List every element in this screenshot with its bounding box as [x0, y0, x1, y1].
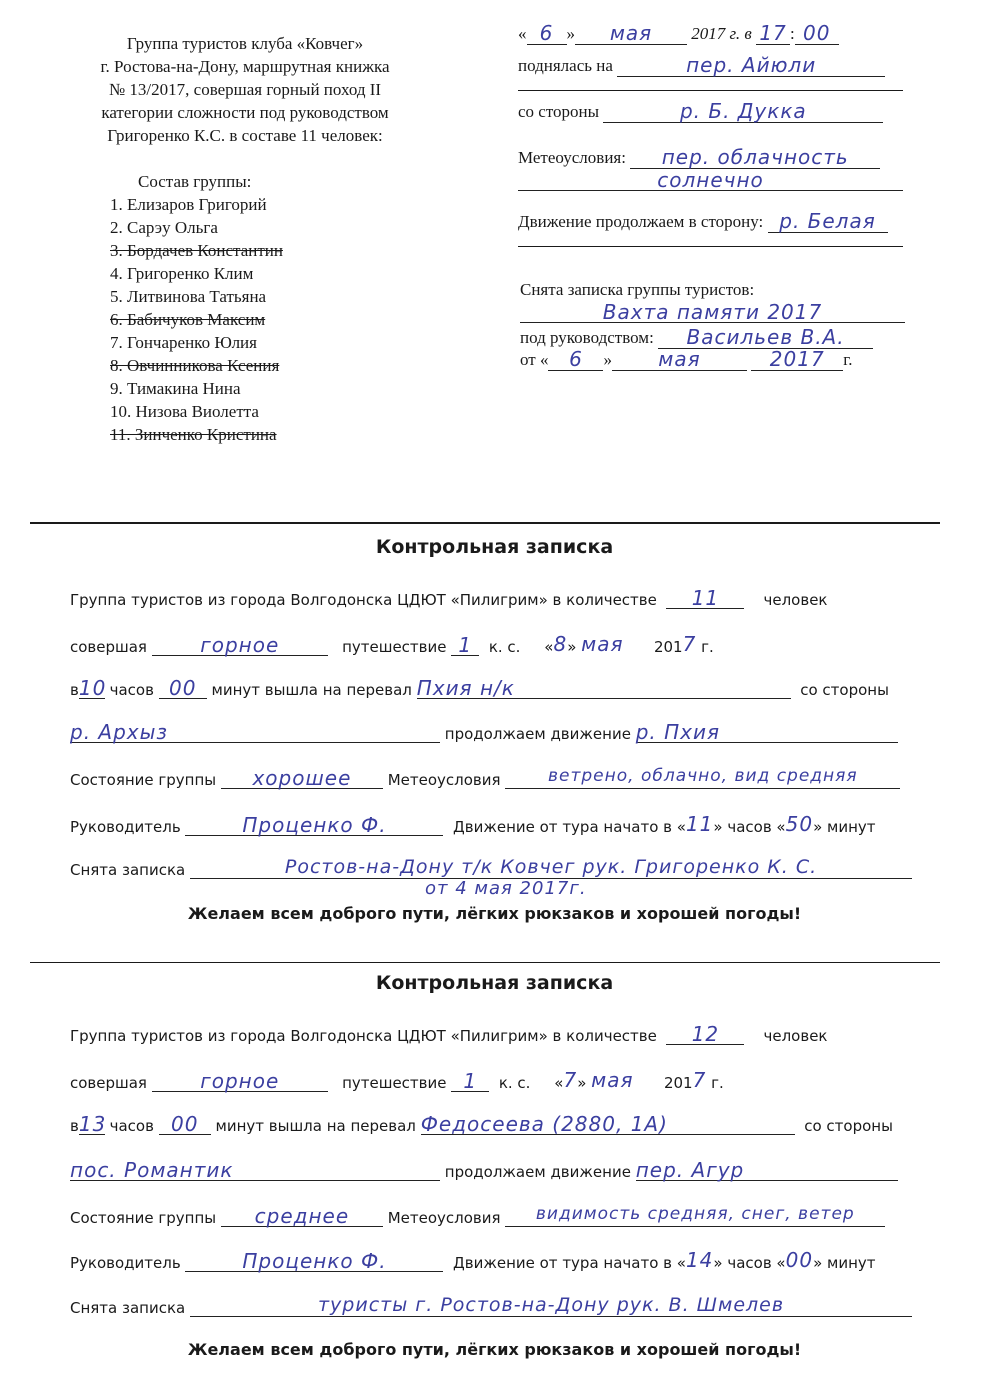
category-field: 1	[451, 633, 479, 656]
quote-open: «	[518, 24, 527, 43]
month-field: мая	[581, 632, 624, 656]
minutes-label: » минут	[813, 818, 876, 836]
leader-field: Васильев В.А.	[658, 326, 873, 349]
continue-label: продолжаем движение	[444, 725, 631, 743]
leader-field: Проценко Ф.	[185, 1249, 443, 1272]
note2-line7	[70, 1294, 912, 1322]
pass-field: Федосеева (2880, 1А)	[421, 1112, 795, 1135]
list-item: 1. Елизаров Григорий	[110, 195, 267, 214]
time-sep: :	[790, 24, 795, 43]
weather-field-2: солнечно	[518, 168, 903, 191]
note1-line2	[70, 632, 714, 660]
day-field: 6	[527, 22, 567, 45]
quote-close: »	[567, 638, 577, 656]
removed-field-2: от 4 мая 2017г.	[425, 878, 587, 899]
group-header	[50, 32, 440, 147]
category-unit: к. с.	[488, 638, 521, 656]
weather-field: видимость средняя, снег, ветер	[505, 1204, 885, 1227]
trip-label: совершая	[70, 638, 147, 656]
side-label: со стороны	[804, 1117, 893, 1135]
header-line: категории сложности под руководством	[101, 103, 389, 122]
members-title: Состав группы:	[138, 172, 252, 191]
hours-label: » часов «	[713, 1254, 786, 1272]
list-item: 11. Зинченко Кристина	[110, 425, 277, 444]
continue-label: продолжаем движение	[444, 1163, 631, 1181]
removed-field: Ростов-на-Дону т/к Ковчег рук. Григоренко К. С.	[190, 856, 912, 879]
blank-line	[518, 246, 903, 247]
list-item: 3. Бордачев Константин	[110, 241, 283, 260]
note-title: Контрольная записка	[375, 972, 614, 994]
weather-label: Метеоусловия	[387, 1209, 501, 1227]
month-field: мая	[575, 22, 687, 45]
year-suffix: г.	[701, 638, 714, 656]
state-label: Состояние группы	[70, 771, 217, 789]
year-prefix: 201	[653, 638, 683, 656]
from-field: р. Архыз	[70, 720, 440, 743]
leader-label: под руководством:	[520, 328, 654, 347]
year-digit: 7	[692, 1068, 707, 1092]
list-item: 4. Григоренко Клим	[110, 264, 254, 283]
note1-line1	[70, 586, 827, 614]
note2-line5	[70, 1204, 885, 1232]
from-row	[520, 348, 853, 371]
from-mid: »	[603, 350, 612, 369]
continue-row	[518, 210, 888, 233]
note1-line5	[70, 766, 900, 794]
category-field: 1	[451, 1069, 489, 1092]
list-item: 8. Овчинникова Ксения	[110, 356, 280, 375]
trip-type-field: горное	[152, 1069, 328, 1092]
rose-row	[518, 54, 885, 77]
removed-row	[520, 278, 754, 301]
note2-line6	[70, 1248, 876, 1276]
removed-label: Снята записка группы туристов:	[520, 280, 755, 299]
list-item: 6. Бабичуков Максим	[110, 310, 266, 329]
removed-label: Снята записка	[70, 861, 186, 879]
side-field: р. Б. Дукка	[603, 100, 883, 123]
pass-label: минут вышла на перевал	[215, 1117, 416, 1135]
weather-field: ветрено, облачно, вид средняя	[505, 766, 900, 789]
side-label: со стороны	[518, 102, 600, 121]
removed-field: туристы г. Ростов-на-Дону рук. В. Шмелев	[190, 1294, 912, 1317]
year-prefix: 201	[663, 1074, 693, 1092]
header-line: Группа туристов клуба «Ковчег»	[126, 34, 364, 53]
list-item: 10. Низова Виолетта	[110, 402, 259, 421]
continue-field: р. Белая	[768, 210, 888, 233]
from-year-field: 2017	[751, 348, 843, 371]
minute-field: 00	[159, 1112, 211, 1135]
members-list	[110, 170, 283, 446]
quote-open: «	[554, 1074, 564, 1092]
note2-line2	[70, 1068, 724, 1096]
continue-label: Движение продолжаем в сторону:	[518, 212, 764, 231]
list-item: 5. Литвинова Татьяна	[110, 287, 267, 306]
note2-line1	[70, 1022, 827, 1050]
hour-field: 13	[78, 1112, 107, 1136]
count-unit: человек	[763, 591, 828, 609]
list-item: 7. Гончаренко Юлия	[110, 333, 257, 352]
minute-field: 00	[795, 22, 839, 45]
cut-line	[30, 522, 940, 524]
list-item: 9. Тимакина Нина	[110, 379, 241, 398]
from-month-field: мая	[612, 348, 747, 371]
header-line: г. Ростова-на-Дону, маршрутная книжка	[100, 57, 390, 76]
date-row	[518, 22, 839, 45]
year-text: 2017 г. в	[691, 24, 752, 43]
side-label: со стороны	[800, 681, 889, 699]
note1-line6	[70, 812, 876, 840]
weather-row-2	[518, 168, 903, 191]
minute-field: 00	[159, 676, 207, 699]
leader-field: Проценко Ф.	[185, 813, 443, 836]
removed-label: Снята записка	[70, 1299, 186, 1317]
start-hour-field: 14	[685, 1248, 714, 1272]
weather-label: Метеоусловия	[387, 771, 501, 789]
note1-line3	[70, 676, 889, 704]
year-suffix: г.	[711, 1074, 724, 1092]
weather-row	[518, 146, 880, 169]
wish-text: Желаем всем доброго пути, лёгких рюкзаков и хорошей погоды!	[187, 904, 802, 923]
leader-label: Руководитель	[70, 1254, 181, 1272]
note1-line4	[70, 720, 898, 748]
count-field: 11	[666, 586, 744, 609]
year-digit: 7	[682, 632, 697, 656]
at-label: в	[70, 1117, 79, 1135]
trip-label: совершая	[70, 1074, 147, 1092]
count-field: 12	[666, 1022, 744, 1045]
weather-label: Метеоусловия:	[518, 148, 626, 167]
count-unit: человек	[763, 1027, 828, 1045]
hours-label: » часов «	[713, 818, 786, 836]
state-field: среднее	[221, 1204, 383, 1227]
header-line: Григоренко К.С. в составе 11 человек:	[107, 126, 383, 145]
note-title: Контрольная записка	[375, 536, 614, 558]
wish-text: Желаем всем доброго пути, лёгких рюкзаков и хорошей погоды!	[187, 1340, 802, 1359]
hours-label: часов	[109, 681, 154, 699]
start-minute-field: 50	[785, 812, 814, 836]
quote-close: »	[577, 1074, 587, 1092]
list-item: 2. Сарэу Ольга	[110, 218, 218, 237]
trip-type-field: горное	[152, 633, 328, 656]
state-field: хорошее	[221, 766, 383, 789]
journey-label: путешествие	[342, 1074, 447, 1092]
side-row	[518, 100, 883, 123]
category-unit: к. с.	[498, 1074, 531, 1092]
hour-field: 10	[78, 676, 107, 700]
header-line: № 13/2017, совершая горный поход II	[108, 80, 382, 99]
note2-line3	[70, 1112, 893, 1140]
leader-label: Руководитель	[70, 818, 181, 836]
count-label: Группа туристов из города Волгодонска ЦДЮТ «Пилигрим» в количестве	[70, 591, 657, 609]
rose-label: поднялась на	[518, 56, 613, 75]
pass-label: минут вышла на перевал	[211, 681, 412, 699]
from-suffix: г.	[843, 350, 853, 369]
quote-close: »	[566, 24, 575, 43]
minutes-label: » минут	[813, 1254, 876, 1272]
rose-field: пер. Айюли	[617, 54, 885, 77]
removed-field: Вахта памяти 2017	[520, 300, 905, 323]
separator	[30, 962, 940, 963]
removed-row-2	[520, 300, 905, 323]
leader-row	[520, 326, 873, 349]
day-field: 8	[553, 632, 568, 656]
hours-label: часов	[109, 1117, 154, 1135]
at-label: в	[70, 681, 79, 699]
to-field: р. Пхия	[636, 720, 898, 743]
to-field: пер. Агур	[636, 1158, 898, 1181]
from-label: от «	[520, 350, 549, 369]
quote-open: «	[544, 638, 554, 656]
from-day-field: 6	[548, 348, 603, 371]
count-label: Группа туристов из города Волгодонска ЦДЮТ «Пилигрим» в количестве	[70, 1027, 657, 1045]
day-field: 7	[563, 1068, 578, 1092]
month-field: мая	[591, 1068, 634, 1092]
pass-field: Пхия н/к	[417, 676, 791, 699]
hour-field: 17	[756, 22, 790, 45]
from-field: пос. Романтик	[70, 1158, 440, 1181]
note2-line4	[70, 1158, 898, 1186]
weather-field: пер. облачность	[630, 146, 880, 169]
blank-line	[518, 90, 903, 91]
start-label: Движение от тура начато в «	[453, 818, 686, 836]
start-hour-field: 11	[685, 812, 714, 836]
state-label: Состояние группы	[70, 1209, 217, 1227]
start-minute-field: 00	[785, 1248, 814, 1272]
start-label: Движение от тура начато в «	[453, 1254, 686, 1272]
journey-label: путешествие	[342, 638, 447, 656]
